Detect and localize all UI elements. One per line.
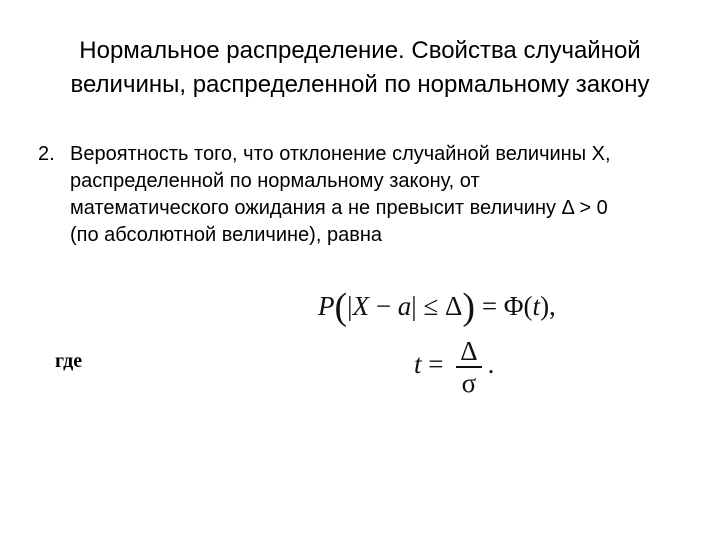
formula-le: ≤ [416, 291, 446, 321]
formula-close-paren: ) [462, 286, 476, 328]
formula-phi: Φ [503, 291, 524, 321]
formula-a: a [397, 291, 412, 321]
formula-eq: = [475, 291, 504, 321]
t-numerator: Δ [456, 336, 481, 368]
t-denominator: σ [461, 368, 477, 398]
where-label: где [55, 350, 83, 372]
title-line-2: величины, распределенной по нормальному закону [70, 71, 650, 98]
t-fraction [456, 336, 481, 398]
formula-p: P [318, 291, 335, 321]
t-formula [414, 336, 494, 398]
t-equals: = [421, 349, 451, 380]
formula-delta: Δ [445, 291, 463, 321]
t-symbol: t [414, 349, 422, 380]
formula-open-paren: ( [334, 286, 348, 328]
formula-phi-open: ( [523, 291, 533, 321]
slide-title [40, 34, 680, 102]
formula-x: X [352, 291, 370, 321]
t-period: . [487, 349, 495, 380]
title-line-1: Нормальное распределение. Свойства случайной [79, 37, 641, 64]
formula-abs-open: | [347, 291, 353, 321]
formula-abs-close: | [411, 291, 417, 321]
formula-phi-close: ), [540, 291, 556, 321]
item-line-4: (по абсолютной величине), равна [70, 224, 382, 246]
item-text [70, 141, 700, 249]
probability-formula [318, 285, 556, 329]
item-line-3: математического ожидания a не превысит величину Δ > 0 [70, 197, 608, 219]
item-number: 2. [38, 143, 55, 165]
formula-minus: − [369, 291, 398, 321]
formula-t-arg: t [532, 291, 541, 321]
item-line-2: распределенной по нормальному закону, от [70, 170, 480, 192]
item-line-1: Вероятность того, что отклонение случайной величины X, [70, 143, 611, 165]
